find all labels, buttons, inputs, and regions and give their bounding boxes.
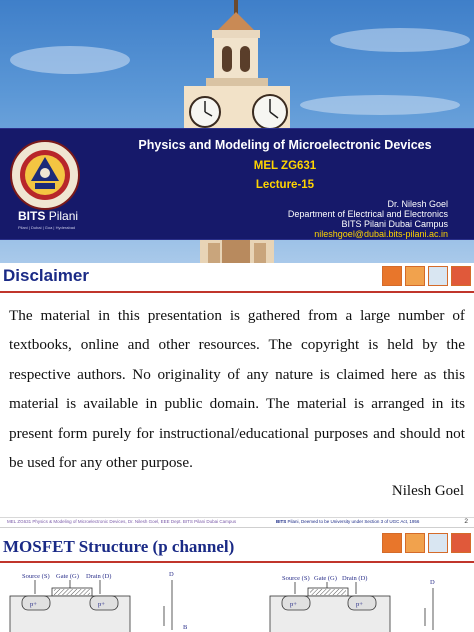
header-image-strip — [382, 533, 471, 553]
strip-thumb — [451, 533, 471, 553]
title-slide — [0, 0, 474, 263]
terminal-d-label: D — [169, 571, 174, 578]
header-divider — [0, 561, 474, 563]
author-email-link[interactable]: nileshgoel@dubai.bits-pilani.ac.in — [314, 229, 448, 239]
page-number: 2 — [464, 518, 468, 525]
source-region-label: p+ — [30, 601, 37, 608]
terminal-b-label: B — [183, 624, 188, 631]
header-divider — [0, 291, 474, 293]
header-image-strip — [382, 266, 471, 286]
footer-course-info: MEL ZG631 Physics & Modeling of Microelectronic Devices, Dr. Nilesh Goel, EEE Dept. BITS Pilani Dubai Campus — [7, 519, 237, 524]
mosfet-cross-section-right — [262, 568, 474, 632]
drain-label: Drain (D) — [86, 573, 112, 580]
campus-tagline: Pilani | Dubai | Goa | Hyderabad — [18, 225, 76, 230]
wordmark-light: Pilani — [48, 209, 79, 223]
disclaimer-signature: Nilesh Goel — [391, 483, 464, 499]
source-label: Source (S) — [282, 575, 310, 582]
strip-thumb — [382, 533, 402, 553]
strip-thumb — [451, 266, 471, 286]
mosfet-slide — [0, 527, 474, 632]
strip-thumb — [428, 266, 448, 286]
course-code: MEL ZG631 — [253, 160, 317, 172]
wordmark-bold: BITS — [18, 209, 46, 223]
strip-thumb — [405, 266, 425, 286]
source-region-label: p+ — [290, 601, 297, 608]
slide-title: Disclaimer — [3, 266, 89, 285]
strip-thumb — [382, 266, 402, 286]
slide-header — [0, 263, 474, 293]
gate-label: Gate (G) — [56, 573, 79, 580]
strip-thumb — [405, 533, 425, 553]
drain-region-label: p+ — [98, 601, 105, 608]
disclaimer-slide — [0, 263, 474, 525]
disclaimer-body: The material in this presentation is gathered from a large number of textbooks, online and other resources. The copyright is held by the respective authors. No originality of any nature is claimed here as this material is available in public domain. The material is arranged in its present form purely for instructional/educational purposes and should not be used for any other purpose. — [9, 307, 465, 472]
author-campus: BITS Pilani Dubai Campus — [341, 219, 448, 229]
slide-footer — [0, 517, 474, 525]
gate-label: Gate (G) — [314, 575, 337, 582]
footer-university-info — [276, 519, 419, 524]
footer-bits: BITS — [276, 519, 287, 524]
author-name: Dr. Nilesh Goel — [387, 199, 448, 209]
footer-accreditation: Pilani, Deemed to be University under Section 3 of UGC Act, 1956 — [287, 519, 420, 524]
terminal-d-label: D — [430, 579, 435, 586]
lecture-number: Lecture-15 — [255, 179, 315, 191]
drain-label: Drain (D) — [342, 575, 368, 582]
title-band — [0, 128, 474, 240]
mosfet-cross-section-left — [0, 568, 200, 632]
author-department: Department of Electrical and Electronics — [287, 209, 448, 219]
drain-region-label: p+ — [356, 601, 363, 608]
slide-title: MOSFET Structure (p channel) — [3, 537, 235, 556]
deck-title: Physics and Modeling of Microelectronic Devices — [138, 138, 432, 152]
source-label: Source (S) — [22, 573, 50, 580]
strip-thumb — [428, 533, 448, 553]
bits-seal-icon — [9, 139, 81, 211]
bits-pilani-wordmark — [18, 209, 78, 223]
